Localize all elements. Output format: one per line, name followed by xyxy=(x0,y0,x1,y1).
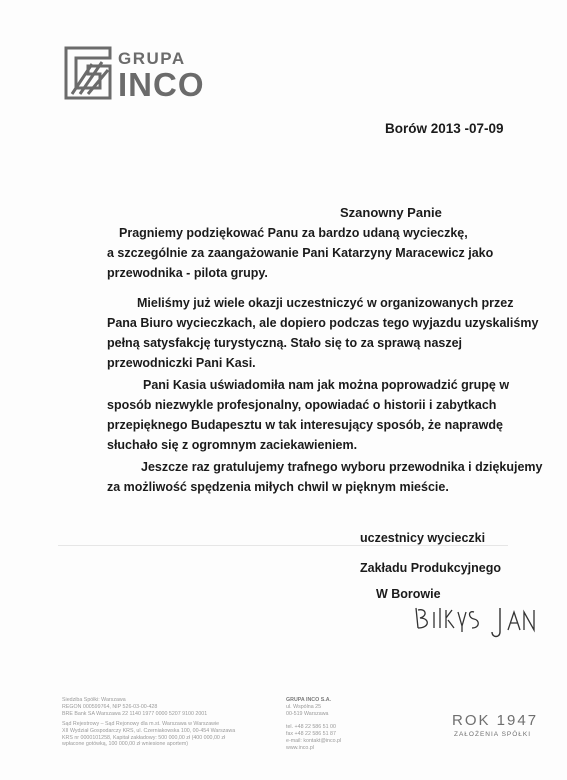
footer-registry-info xyxy=(62,721,235,748)
paragraph-line: przewodnika - pilota grupy. xyxy=(107,266,268,280)
signature-line-3: W Borowie xyxy=(376,587,441,601)
paragraph-line: słuchało się z ogromnym zaciekawieniem. xyxy=(107,438,358,452)
logo-text-inco: INCO xyxy=(118,66,205,103)
logo-emblem-icon xyxy=(62,44,114,102)
footer-company-name: GRUPA INCO S.A. xyxy=(286,697,332,703)
logo-text-grupa: GRUPA xyxy=(118,49,186,68)
paragraph-line: sposób niezwykle profesjonalny, opowiadać o historii i zabytkach xyxy=(107,398,497,412)
footer-fax: fax +48 22 586 51 87 xyxy=(286,730,336,737)
signature-line-2: Zakładu Produkcyjnego xyxy=(360,561,502,575)
footer-line: BRE Bank SA Warszawa 22 1140 1977 0000 5207 9100 2001 xyxy=(62,710,208,717)
year-founded-caption: ZAŁOŻENIA SPÓŁKI xyxy=(454,731,532,738)
footer-contact-info xyxy=(286,697,341,751)
paragraph-line: przepięknego Budapesztu w tak interesujący sposób, że naprawdę xyxy=(107,418,503,432)
footer-line: ul. Wspólna 25 xyxy=(286,703,322,710)
faint-divider xyxy=(58,545,508,546)
paragraph-line: a szczególnie za zaangażowanie Pani Katarzyny Maracewicz jako xyxy=(107,246,494,260)
paragraph-3 xyxy=(107,375,563,455)
year-founded: ROK 1947 xyxy=(452,712,539,729)
paragraph-line: Jeszcze raz gratulujemy trafnego wyboru przewodnika i dziękujemy xyxy=(141,460,543,474)
footer-line: XII Wydział Gospodarczy KRS, ul. Czerniakowska 100, 00-454 Warszawa xyxy=(62,727,236,734)
footer-line: KRS nr 0000101258, Kapitał zakładowy: 500 000,00 zł (400 000,00 zł xyxy=(62,734,226,741)
footer-website: www.inco.pl xyxy=(286,744,314,751)
handwritten-signature xyxy=(410,598,540,643)
salutation: Szanowny Panie xyxy=(340,205,442,220)
footer-email: e-mail: kontakt@inco.pl xyxy=(286,737,342,744)
paragraph-line: pełną satysfakcję turystyczną. Stało się to za sprawą naszej xyxy=(107,336,463,350)
paragraph-line: Mieliśmy już wiele okazji uczestniczyć w organizowanych przez xyxy=(137,296,514,310)
footer-line: REGON 000599764, NIP 526-03-00-428 xyxy=(62,703,158,710)
footer-line: Siedziba Spółki: Warszawa xyxy=(62,697,126,703)
signature-line-1: uczestnicy wycieczki xyxy=(360,531,486,545)
footer-spacer xyxy=(286,717,341,724)
paragraph-line: Pragniemy podziękować Panu za bardzo udaną wycieczkę, xyxy=(119,226,468,240)
paragraph-line: Pani Kasia uświadomiła nam jak można poprowadzić grupę w xyxy=(143,378,510,392)
paragraph-1 xyxy=(107,223,519,283)
paragraph-2 xyxy=(107,293,557,373)
footer-phone: tel. +48 22 586 51 00 xyxy=(286,724,336,731)
paragraph-4 xyxy=(107,457,561,497)
paragraph-line: za możliwość spędzenia miłych chwil w pięknym mieście. xyxy=(107,480,449,494)
paragraph-line: Pana Biuro wycieczkach, ale dopiero podczas tego wyjazdu uzyskaliśmy xyxy=(107,316,539,330)
paragraph-line: przewodniczki Pani Kasi. xyxy=(107,356,256,370)
footer-line: wpłacone gotówką, 100 000,00 zł wniesione aportem) xyxy=(62,741,189,748)
company-logo xyxy=(62,44,222,104)
footer-line: Sąd Rejestrowy – Sąd Rejonowy dla m.st. Warszawa w Warszawie xyxy=(62,721,220,727)
footer-company-info xyxy=(62,697,207,717)
footer-line: 00-519 Warszawa xyxy=(286,710,329,717)
letter-date: Borów 2013 -07-09 xyxy=(385,121,504,136)
